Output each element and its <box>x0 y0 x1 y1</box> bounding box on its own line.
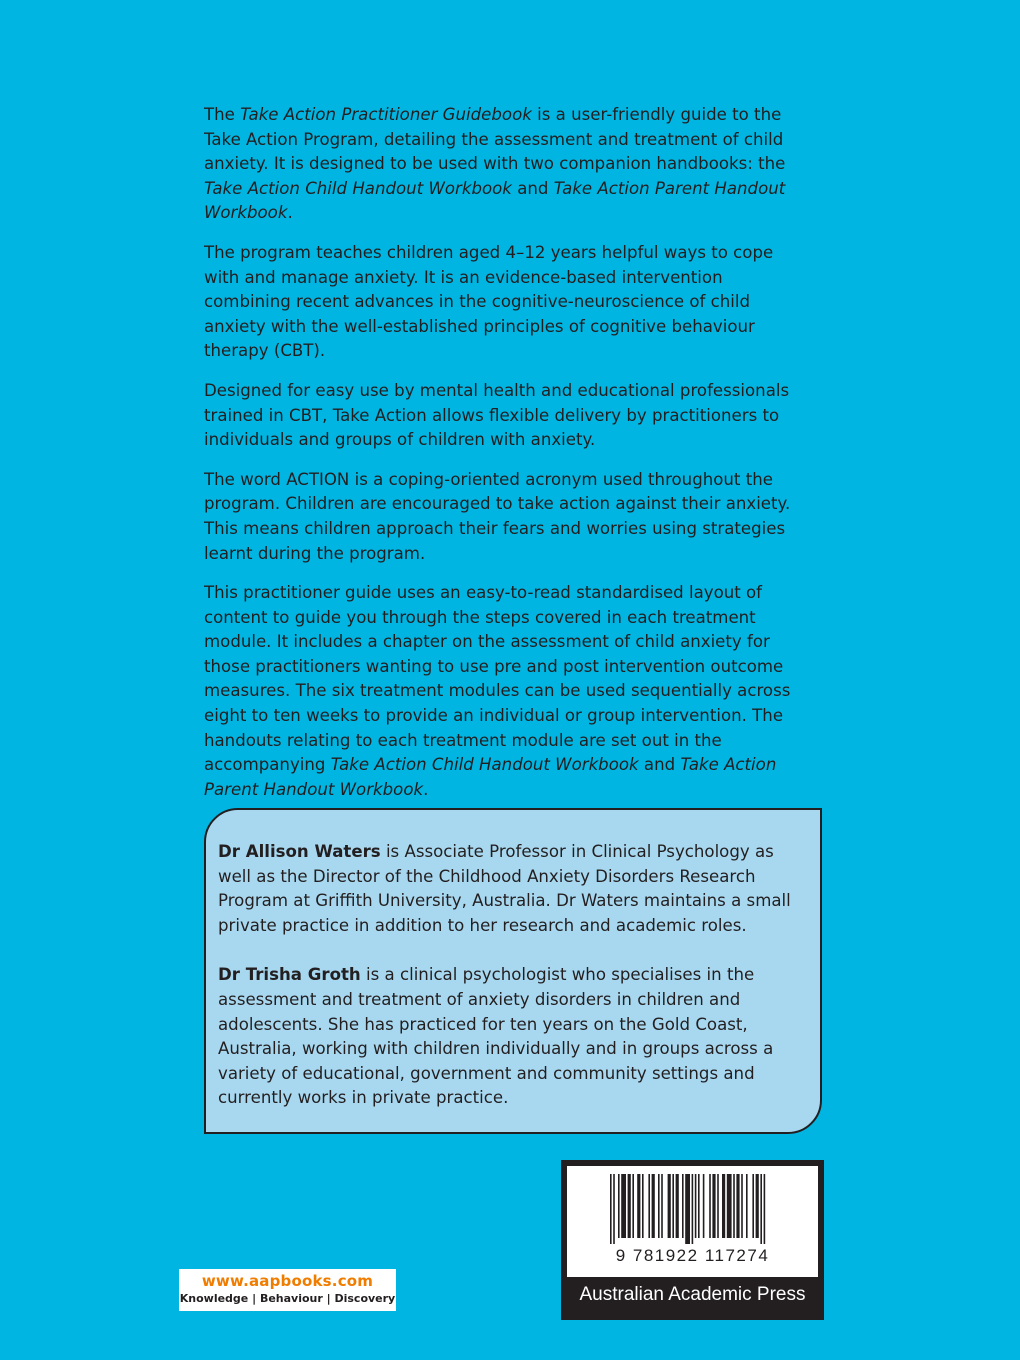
barcode-bar <box>661 1174 663 1238</box>
back-cover-blurb <box>204 103 804 817</box>
barcode-icon <box>610 1174 775 1244</box>
barcode-bar <box>698 1174 700 1238</box>
barcode-bar <box>642 1174 644 1238</box>
blurb-text: The <box>204 105 241 124</box>
barcode-bar <box>618 1174 620 1238</box>
barcode-bar <box>682 1174 684 1238</box>
barcode-bar <box>733 1174 735 1238</box>
barcode-bar <box>760 1174 762 1244</box>
barcode-bar <box>692 1174 694 1244</box>
author-name: Dr Trisha Groth <box>218 965 361 985</box>
barcode-bar <box>764 1174 766 1244</box>
book-title: Take Action Child Handout Workbook <box>330 755 639 775</box>
author-bio-waters <box>218 840 810 938</box>
website-badge <box>179 1269 396 1311</box>
author-bio-text: is Associate Professor in Clinical Psychology as well as the Director of the Childhood Anxiety Disorders Research Program at Griffith University, Australia. Dr Waters maintains a small private practice in addition to her research and academic roles. <box>218 842 791 935</box>
barcode-bar <box>685 1174 690 1244</box>
barcode-bar <box>672 1174 674 1238</box>
barcode-bar <box>727 1174 732 1238</box>
author-name: Dr Allison Waters <box>218 842 381 861</box>
blurb-paragraph-4: The word ACTION is a coping-oriented acronym used throughout the program. Children are encouraged to take action against their anxiety. This means children approach their fears and worries using strategies learnt during the program. <box>204 469 791 563</box>
barcode-bar <box>703 1174 705 1238</box>
author-bio-text: is a clinical psychologist who specialises in the assessment and treatment of anxiety disorders in children and adolescents. She has practiced for ten years on the Gold Coast, Australia, working with children individually and in groups across a variety of educational, government and community settings and currently works in private practice. <box>218 965 774 1108</box>
book-title: Take Action Parent Handout Workbook <box>204 178 786 223</box>
website-tagline: Knowledge | Behaviour | Discovery <box>179 1292 396 1305</box>
blurb-text: . <box>423 779 429 799</box>
book-title: Take Action Parent Handout Workbook <box>204 755 777 799</box>
barcode-bar <box>613 1174 615 1244</box>
barcode-bar <box>709 1174 711 1238</box>
author-bio-groth <box>218 963 810 1111</box>
barcode-bar <box>658 1174 660 1238</box>
barcode-bar <box>637 1174 640 1238</box>
blurb-text: and <box>638 755 681 775</box>
barcode-bar <box>621 1174 626 1238</box>
barcode-bar <box>717 1174 719 1238</box>
barcode-bar <box>741 1174 743 1238</box>
book-title: Take Action Child Handout Workbook <box>204 178 512 198</box>
blurb-paragraph-5 <box>204 581 804 802</box>
publisher-name: Australian Academic Press <box>579 1284 806 1305</box>
barcode-bar <box>752 1174 754 1238</box>
book-title: Take Action Practitioner Guidebook <box>240 105 532 124</box>
blurb-text: This practitioner guide uses an easy-to-read standardised layout of content to guide you through the steps covered in each treatment module. It includes a chapter on the assessment of child anxiety for those practitioners wanting to use pre and post intervention outcome measures. The six treatment modules can be used sequentially across eight to ten weeks to provide an individual or group intervention. The handouts relating to each treatment module are set out in the accompanying <box>204 583 791 775</box>
blurb-paragraph-1 <box>204 103 804 226</box>
barcode-bar <box>632 1174 634 1238</box>
website-url[interactable]: www.aapbooks.com <box>201 1272 374 1290</box>
barcode-bar <box>610 1174 612 1244</box>
barcode-bar <box>652 1174 655 1238</box>
blurb-paragraph-3: Designed for easy use by mental health and educational professionals trained in CBT, Take Action allows flexible delivery by practitioners to individuals and groups of children with anxiety. <box>204 380 790 450</box>
barcode-bar <box>695 1174 697 1238</box>
barcode-bar <box>676 1174 679 1238</box>
barcode-panel <box>567 1166 818 1277</box>
barcode-bar <box>736 1174 739 1238</box>
barcode-bar <box>648 1174 650 1238</box>
author-bio-box <box>204 808 822 1134</box>
barcode-bar <box>722 1174 725 1238</box>
blurb-text: . <box>287 203 293 223</box>
barcode-bar <box>712 1174 715 1238</box>
barcode-bar <box>746 1174 748 1238</box>
blurb-text: is a user-friendly guide to the Take Action Program, detailing the assessment and treatment of child anxiety. It is designed to be used with two companion handbooks: the <box>204 105 786 174</box>
barcode-bar <box>668 1174 671 1238</box>
barcode-block <box>561 1160 824 1320</box>
barcode-bar <box>756 1174 759 1238</box>
barcode-bar <box>628 1174 631 1238</box>
isbn-number: 9 781922 117274 <box>615 1246 770 1265</box>
blurb-text: and <box>511 178 554 198</box>
blurb-paragraph-2: The program teaches children aged 4–12 years helpful ways to cope with and manage anxiety. It is an evidence-based intervention combining recent advances in the cognitive-neuroscience of child anxiety with the well-established principles of cognitive behaviour therapy (CBT). <box>204 242 774 361</box>
